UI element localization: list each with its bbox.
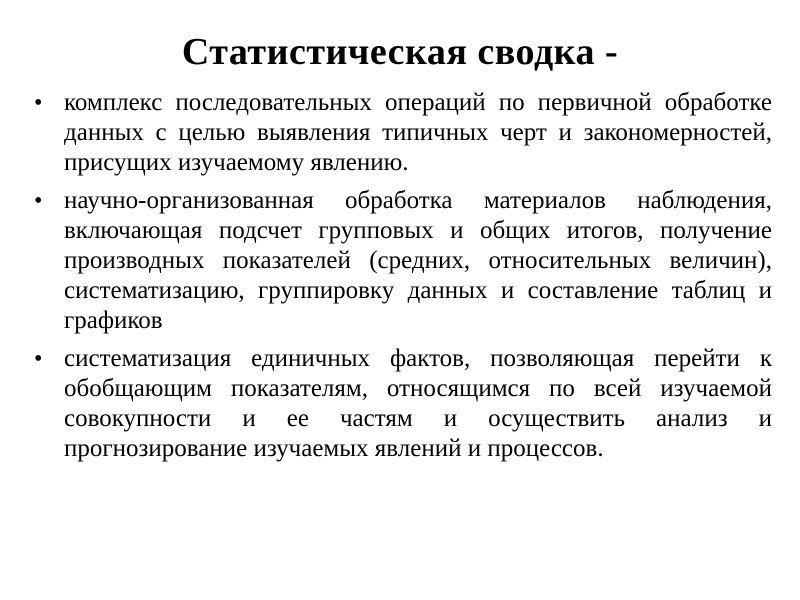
bullet-text: систематизация единичных фактов, позволяющая перейти к обобщающим показателям, относящимся по всей изучаемой совокупности и ее частям и осуществить анализ и прогнозирование изучаемых явлений и процессов. [64,345,772,462]
bullet-icon: • [34,346,43,372]
slide-title: Статистическая сводка - [181,31,619,73]
bullet-text: научно-организованная обработка материалов наблюдения, включающая подсчет групповых и общих итогов, получение производных показателей (средних, относительных величин), систематизацию, группировку данных и составление таблиц и графиков [64,187,772,334]
bullet-icon: • [34,90,43,116]
bullet-icon: • [34,188,43,214]
bullet-item-2 [30,186,772,336]
bullet-item-3 [30,344,772,464]
bullet-item-1 [30,88,772,178]
bullet-text: комплекс последовательных операций по первичной обработке данных с целью выявления типичных черт и закономерностей, присущих изучаемому явлению. [64,89,772,176]
bullet-list [30,88,772,472]
